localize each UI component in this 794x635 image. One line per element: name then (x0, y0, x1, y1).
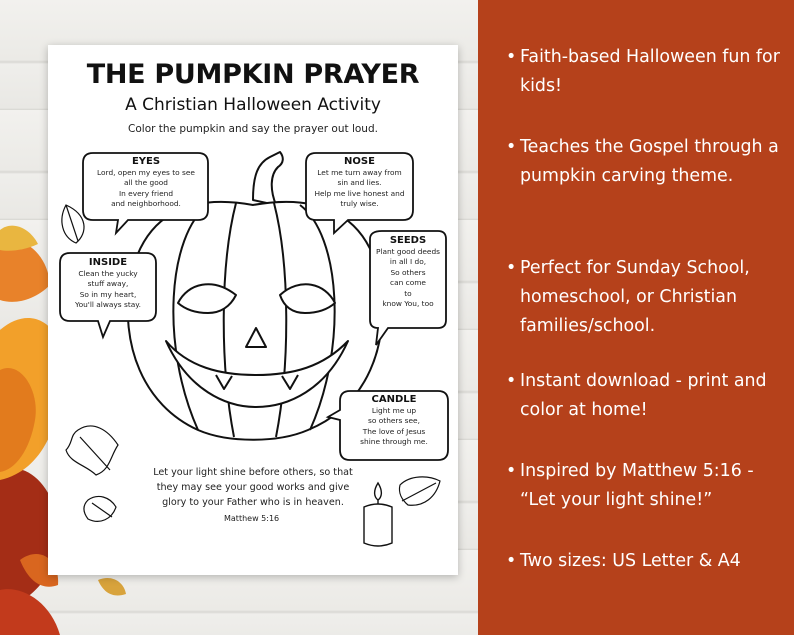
bullet-icon: • (506, 258, 517, 278)
bible-verse-reference: Matthew 5:16 (224, 514, 280, 523)
worksheet-instruction: Color the pumpkin and say the prayer out loud. (128, 123, 378, 135)
bullet-icon: • (506, 461, 517, 481)
bubble-candle-text: Light me up so others see, The love of Jesus shine through me. (360, 406, 428, 447)
bubble-nose (306, 156, 413, 210)
bullet-icon: • (506, 551, 517, 571)
bubble-eyes (86, 156, 206, 210)
bubble-inside-text: Clean the yucky stuff away, So in my heart, You'll always stay. (75, 269, 141, 310)
bullet-icon: • (506, 47, 517, 67)
bubble-inside (60, 257, 156, 311)
feature-item: • Instant download - print and color at home! (520, 367, 790, 425)
leaf-outline-small-left (84, 496, 116, 521)
candle-body-icon (364, 504, 392, 546)
bubble-seeds (370, 235, 446, 309)
bubble-nose-heading: NOSE (344, 156, 375, 167)
leaf-gold-bottom (98, 578, 126, 596)
bubble-nose-text: Let me turn away from sin and lies. Help me live honest and truly wise. (314, 168, 405, 209)
pumpkin-stem (253, 152, 283, 205)
feature-item: • Teaches the Gospel through a pumpkin carving theme. (520, 133, 790, 191)
bubble-candle-heading: CANDLE (371, 394, 417, 405)
bullet-icon: • (506, 137, 517, 157)
leaf-outline-bottom-left (66, 426, 118, 475)
bubble-eyes-heading: EYES (131, 156, 161, 167)
bubble-seeds-heading: SEEDS (389, 235, 427, 246)
worksheet-page (48, 45, 458, 575)
worksheet-title: THE PUMPKIN PRAYER (86, 59, 420, 90)
candle-flame-icon (375, 483, 382, 500)
worksheet-subtitle: A Christian Halloween Activity (125, 95, 381, 115)
bubble-eyes-text: Lord, open my eyes to see all the good In every friend and neighborhood. (97, 168, 195, 209)
bubble-candle (340, 394, 448, 448)
feature-item: • Perfect for Sunday School, homeschool, or Christian families/school. (520, 254, 790, 341)
bubble-inside-heading: INSIDE (88, 257, 128, 268)
feature-item: • Two sizes: US Letter & A4 (520, 547, 790, 576)
leaf-red (0, 589, 60, 635)
leaf-outline-right (399, 477, 440, 505)
bubble-seeds-text: Plant good deeds in all I do, So others can come to know You, too (375, 247, 441, 309)
bullet-icon: • (506, 371, 517, 391)
features-panel (478, 0, 794, 635)
feature-item: • Inspired by Matthew 5:16 - “Let your light shine!” (520, 457, 790, 515)
feature-item: • Faith-based Halloween fun for kids! (520, 43, 790, 101)
bible-verse: Let your light shine before others, so that they may see your good works and give glory to your Father who is in heaven. (153, 467, 353, 508)
leaf-outline-top-left (62, 205, 84, 243)
leaf-yellow (0, 226, 38, 251)
